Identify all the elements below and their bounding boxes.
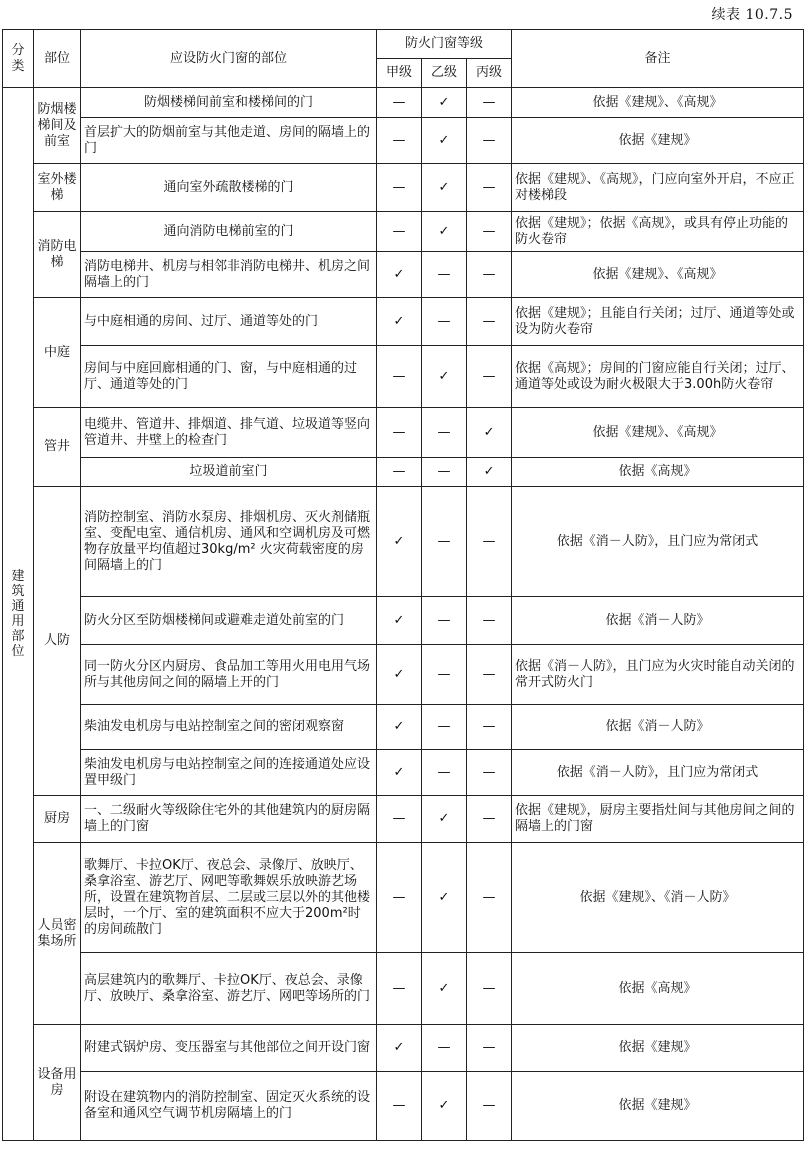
part-cell: 设备用房 bbox=[34, 1025, 81, 1141]
grade-b-cell: — bbox=[422, 1025, 467, 1072]
grade-c-cell: — bbox=[467, 750, 512, 796]
note-cell: 依据《建规》、《消－人防》 bbox=[512, 843, 804, 953]
table-header bbox=[3, 30, 804, 88]
grade-c-cell: — bbox=[467, 953, 512, 1025]
grade-b-cell: — bbox=[422, 298, 467, 346]
note-cell: 依据《建规》、《高规》，门应向室外开启，不应正对楼梯段 bbox=[512, 164, 804, 212]
grade-b-cell: ✓ bbox=[422, 843, 467, 953]
table-row bbox=[3, 408, 804, 458]
grade-a-cell: — bbox=[377, 88, 422, 118]
grade-b-cell: ✓ bbox=[422, 118, 467, 164]
location-cell: 附设在建筑物内的消防控制室、固定灭火系统的设备室和通风空气调节机房隔墙上的门 bbox=[81, 1072, 377, 1141]
location-cell: 与中庭相通的房间、过厅、通道等处的门 bbox=[81, 298, 377, 346]
grade-a-cell: — bbox=[377, 1072, 422, 1141]
header-location: 应设防火门窗的部位 bbox=[81, 30, 377, 88]
location-cell: 柴油发电机房与电站控制室之间的连接通道处应设置甲级门 bbox=[81, 750, 377, 796]
note-cell: 依据《建规》；且能自行关闭；过厅、通道等处或设为防火卷帘 bbox=[512, 298, 804, 346]
location-cell: 首层扩大的防烟前室与其他走道、房间的隔墙上的门 bbox=[81, 118, 377, 164]
table-row bbox=[3, 750, 804, 796]
location-cell: 高层建筑内的歌舞厅、卡拉OK厅、夜总会、录像厅、放映厅、桑拿浴室、游艺厅、网吧等场所的门 bbox=[81, 953, 377, 1025]
table-row bbox=[3, 705, 804, 750]
part-cell: 厨房 bbox=[34, 796, 81, 843]
part-cell: 人员密集场所 bbox=[34, 843, 81, 1025]
location-cell: 消防电梯井、机房与相邻非消防电梯井、机房之间隔墙上的门 bbox=[81, 252, 377, 298]
table-row bbox=[3, 212, 804, 252]
location-cell: 防烟楼梯间前室和楼梯间的门 bbox=[81, 88, 377, 118]
grade-c-cell: — bbox=[467, 597, 512, 645]
header-grade-c: 丙级 bbox=[467, 59, 512, 88]
location-cell: 防火分区至防烟楼梯间或避难走道处前室的门 bbox=[81, 597, 377, 645]
grade-c-cell: ✓ bbox=[467, 458, 512, 487]
grade-c-cell: — bbox=[467, 796, 512, 843]
note-cell: 依据《高规》；房间的门窗应能自行关闭；过厅、通道等处或设为耐火极限大于3.00h防火卷帘 bbox=[512, 346, 804, 408]
grade-c-cell: — bbox=[467, 346, 512, 408]
grade-a-cell: ✓ bbox=[377, 645, 422, 705]
table-row bbox=[3, 118, 804, 164]
grade-c-cell: — bbox=[467, 843, 512, 953]
table-row bbox=[3, 164, 804, 212]
header-part: 部位 bbox=[34, 30, 81, 88]
grade-a-cell: ✓ bbox=[377, 1025, 422, 1072]
part-cell: 管井 bbox=[34, 408, 81, 487]
grade-a-cell: ✓ bbox=[377, 750, 422, 796]
header-category: 分类 bbox=[3, 30, 34, 88]
grade-a-cell: — bbox=[377, 953, 422, 1025]
grade-b-cell: — bbox=[422, 487, 467, 597]
grade-a-cell: — bbox=[377, 346, 422, 408]
table-row bbox=[3, 1072, 804, 1141]
table-row bbox=[3, 458, 804, 487]
location-cell: 歌舞厅、卡拉OK厅、夜总会、录像厅、放映厅、桑拿浴室、游艺厅、网吧等歌舞娱乐放映游艺场所，设置在建筑物首层、二层或三层以外的其他楼层时，一个厅、室的建筑面积不应大于200m²时的房间疏散门 bbox=[81, 843, 377, 953]
grade-b-cell: — bbox=[422, 408, 467, 458]
grade-c-cell: — bbox=[467, 88, 512, 118]
grade-b-cell: — bbox=[422, 705, 467, 750]
grade-b-cell: ✓ bbox=[422, 212, 467, 252]
part-cell: 消防电梯 bbox=[34, 212, 81, 298]
table-row bbox=[3, 88, 804, 118]
note-cell: 依据《建规》；依据《高规》，或具有停止功能的防火卷帘 bbox=[512, 212, 804, 252]
note-cell: 依据《消－人防》，且门应为火灾时能自动关闭的常开式防火门 bbox=[512, 645, 804, 705]
note-cell: 依据《高规》 bbox=[512, 953, 804, 1025]
header-grade-a: 甲级 bbox=[377, 59, 422, 88]
note-cell: 依据《建规》 bbox=[512, 1025, 804, 1072]
grade-b-cell: ✓ bbox=[422, 88, 467, 118]
header-grade-group: 防火门窗等级 bbox=[377, 30, 512, 59]
grade-b-cell: ✓ bbox=[422, 953, 467, 1025]
note-cell: 依据《建规》 bbox=[512, 1072, 804, 1141]
location-cell: 通向消防电梯前室的门 bbox=[81, 212, 377, 252]
note-cell: 依据《建规》、《高规》 bbox=[512, 252, 804, 298]
grade-a-cell: — bbox=[377, 458, 422, 487]
note-cell: 依据《建规》、《高规》 bbox=[512, 88, 804, 118]
note-cell: 依据《建规》、《高规》 bbox=[512, 408, 804, 458]
grade-a-cell: — bbox=[377, 796, 422, 843]
grade-c-cell: — bbox=[467, 705, 512, 750]
grade-c-cell: — bbox=[467, 1072, 512, 1141]
note-cell: 依据《消－人防》 bbox=[512, 597, 804, 645]
location-cell: 房间与中庭回廊相通的门、窗，与中庭相通的过厅、通道等处的门 bbox=[81, 346, 377, 408]
category-cell bbox=[3, 88, 34, 1141]
location-cell: 消防控制室、消防水泵房、排烟机房、灭火剂储瓶室、变配电室、通信机房、通风和空调机房及可燃物存放量平均值超过30kg/m² 火灾荷载密度的房间隔墙上的门 bbox=[81, 487, 377, 597]
table-row bbox=[3, 796, 804, 843]
table-row bbox=[3, 597, 804, 645]
table-row bbox=[3, 346, 804, 408]
table-row bbox=[3, 843, 804, 953]
grade-c-cell: — bbox=[467, 118, 512, 164]
grade-b-cell: ✓ bbox=[422, 346, 467, 408]
location-cell: 同一防火分区内厨房、食品加工等用火用电用气场所与其他房间之间的隔墙上开的门 bbox=[81, 645, 377, 705]
location-cell: 附建式锅炉房、变压器室与其他部位之间开设门窗 bbox=[81, 1025, 377, 1072]
location-cell: 一、二级耐火等级除住宅外的其他建筑内的厨房隔墙上的门窗 bbox=[81, 796, 377, 843]
grade-c-cell: — bbox=[467, 164, 512, 212]
grade-a-cell: — bbox=[377, 408, 422, 458]
grade-a-cell: ✓ bbox=[377, 487, 422, 597]
grade-b-cell: — bbox=[422, 750, 467, 796]
table-row bbox=[3, 487, 804, 597]
grade-c-cell: — bbox=[467, 487, 512, 597]
grade-c-cell: — bbox=[467, 1025, 512, 1072]
grade-a-cell: — bbox=[377, 164, 422, 212]
grade-b-cell: — bbox=[422, 458, 467, 487]
table-row bbox=[3, 953, 804, 1025]
grade-a-cell: — bbox=[377, 212, 422, 252]
header-note: 备注 bbox=[512, 30, 804, 88]
grade-b-cell: ✓ bbox=[422, 1072, 467, 1141]
part-cell: 防烟楼梯间及前室 bbox=[34, 88, 81, 164]
location-cell: 电缆井、管道井、排烟道、排气道、垃圾道等竖向管道井、井壁上的检查门 bbox=[81, 408, 377, 458]
part-cell: 室外楼梯 bbox=[34, 164, 81, 212]
table-row bbox=[3, 298, 804, 346]
grade-a-cell: ✓ bbox=[377, 597, 422, 645]
table-row bbox=[3, 645, 804, 705]
grade-c-cell: ✓ bbox=[467, 408, 512, 458]
header-grade-b: 乙级 bbox=[422, 59, 467, 88]
grade-a-cell: ✓ bbox=[377, 705, 422, 750]
grade-a-cell: — bbox=[377, 843, 422, 953]
table-row bbox=[3, 1025, 804, 1072]
note-cell: 依据《建规》 bbox=[512, 118, 804, 164]
grade-b-cell: ✓ bbox=[422, 164, 467, 212]
grade-c-cell: — bbox=[467, 212, 512, 252]
note-cell: 依据《消－人防》，且门应为常闭式 bbox=[512, 487, 804, 597]
fire-door-table bbox=[2, 29, 804, 1141]
grade-a-cell: ✓ bbox=[377, 298, 422, 346]
grade-a-cell: ✓ bbox=[377, 252, 422, 298]
location-cell: 通向室外疏散楼梯的门 bbox=[81, 164, 377, 212]
grade-c-cell: — bbox=[467, 645, 512, 705]
note-cell: 依据《高规》 bbox=[512, 458, 804, 487]
grade-b-cell: — bbox=[422, 645, 467, 705]
category-label: 建筑通用部位 bbox=[11, 568, 25, 659]
grade-a-cell: — bbox=[377, 118, 422, 164]
grade-b-cell: ✓ bbox=[422, 796, 467, 843]
location-cell: 垃圾道前室门 bbox=[81, 458, 377, 487]
grade-b-cell: — bbox=[422, 597, 467, 645]
part-cell: 人防 bbox=[34, 487, 81, 796]
table-body bbox=[3, 88, 804, 1141]
part-cell: 中庭 bbox=[34, 298, 81, 408]
note-cell: 依据《消－人防》，且门应为常闭式 bbox=[512, 750, 804, 796]
grade-b-cell: — bbox=[422, 252, 467, 298]
grade-c-cell: — bbox=[467, 298, 512, 346]
grade-c-cell: — bbox=[467, 252, 512, 298]
location-cell: 柴油发电机房与电站控制室之间的密闭观察窗 bbox=[81, 705, 377, 750]
table-row bbox=[3, 252, 804, 298]
note-cell: 依据《消－人防》 bbox=[512, 705, 804, 750]
note-cell: 依据《建规》，厨房主要指灶间与其他房间之间的隔墙上的门窗 bbox=[512, 796, 804, 843]
table-caption: 续表 10.7.5 bbox=[711, 7, 793, 23]
